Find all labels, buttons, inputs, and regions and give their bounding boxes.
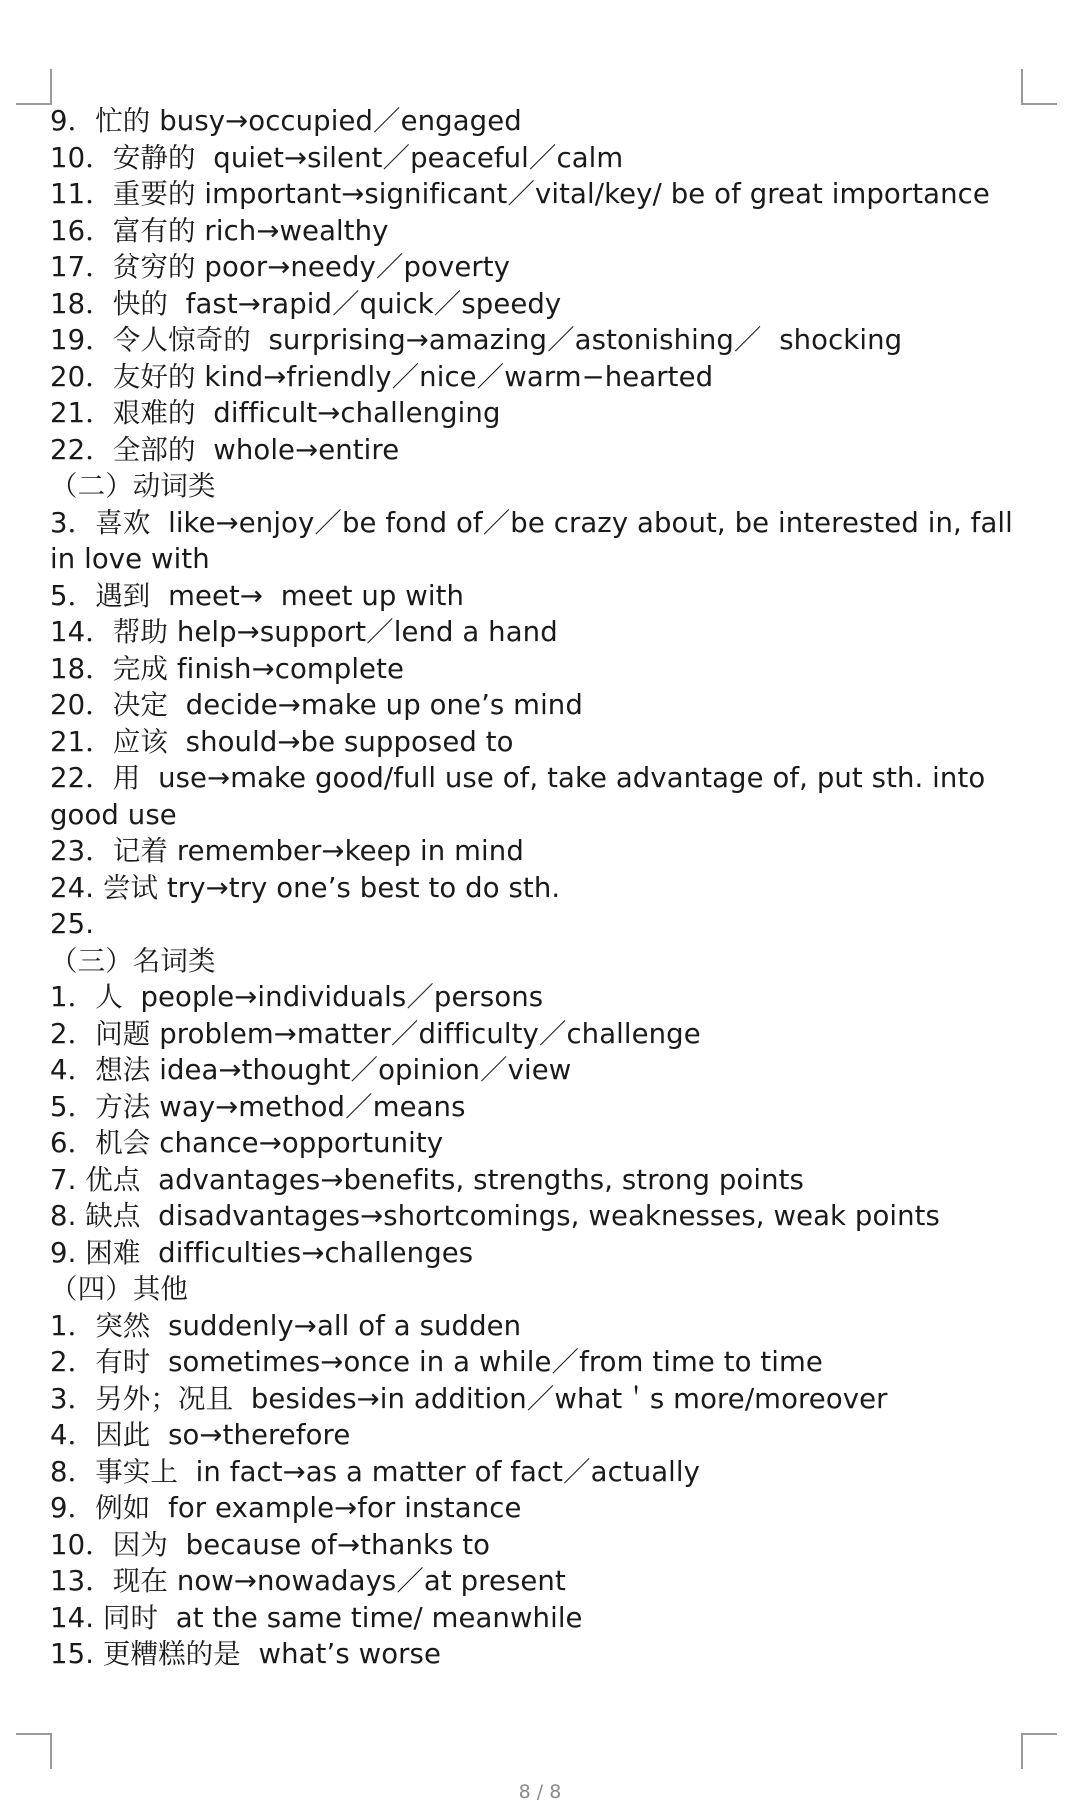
list-item: 21．艰难的 difficult→challenging (50, 397, 501, 429)
list-item: 4．因此 so→therefore (50, 1419, 351, 1451)
list-item: 2．问题 problem→matter／difficulty／challenge (50, 1017, 701, 1050)
list-item: 9．忙的 busy→occupied／engaged (50, 105, 522, 137)
list-item: 15. 更糟糕的是 what’s worse (50, 1638, 441, 1670)
list-item: 23．记着 remember→keep in mind (50, 835, 524, 867)
section-heading: （二）动词类 (50, 470, 216, 502)
list-item: 25. (50, 908, 95, 940)
list-item: 5．方法 way→method／means (50, 1090, 466, 1123)
list-item: 22．用 use→make good/full use of, take advantage of, put sth. into good use (50, 762, 995, 831)
list-item: 1．人 people→individuals／persons (50, 981, 544, 1013)
crop-mark-top-left (16, 69, 52, 105)
list-item: 4．想法 idea→thought／opinion／view (50, 1054, 572, 1086)
list-item: 16．富有的 rich→wealthy (50, 214, 389, 247)
list-item: 6．机会 chance→opportunity (50, 1127, 444, 1159)
list-item: 13．现在 now→nowadays／at present (50, 1565, 566, 1597)
list-item: 2．有时 sometimes→once in a while／from time to time (50, 1346, 823, 1378)
list-item: 22．全部的 whole→entire (50, 433, 400, 466)
list-item: 3．喜欢 like→enjoy／be fond of／be crazy about, be interested in, fall in love with (50, 506, 1022, 575)
list-item: 3．另外；况且 besides→in addition／what＇s more/moreover (50, 1382, 888, 1415)
section-heading: （四）其他 (50, 1273, 188, 1305)
list-item: 21．应该 should→be supposed to (50, 725, 514, 758)
list-item: 7. 优点 advantages→benefits, strengths, strong points (50, 1163, 804, 1196)
page-number: 8 / 8 (518, 1781, 562, 1803)
list-item: 18．完成 finish→complete (50, 652, 404, 685)
list-item: 20．友好的 kind→friendly／nice／warm−hearted (50, 360, 714, 393)
crop-mark-bottom-right (1021, 1733, 1057, 1769)
section-heading: （三）名词类 (50, 944, 216, 977)
list-item: 14. 同时 at the same time/ meanwhile (50, 1601, 583, 1634)
list-item: 9．例如 for example→for instance (50, 1492, 522, 1524)
list-item: 19．令人惊奇的 surprising→amazing／astonishing／ shocking (50, 324, 903, 356)
list-item: 10．因为 because of→thanks to (50, 1528, 491, 1561)
list-item: 17．贫穷的 poor→needy／poverty (50, 251, 511, 283)
list-item: 8．事实上 in fact→as a matter of fact／actually (50, 1455, 701, 1488)
list-item: 1．突然 suddenly→all of a sudden (50, 1309, 522, 1342)
list-item: 20．决定 decide→make up one’s mind (50, 689, 583, 721)
crop-mark-top-right (1021, 69, 1057, 105)
list-item: 9. 困难 difficulties→challenges (50, 1236, 474, 1269)
list-item: 10．安静的 quiet→silent／peaceful／calm (50, 141, 624, 174)
list-item: 5．遇到 meet→ meet up with (50, 579, 465, 612)
list-item: 14．帮助 help→support／lend a hand (50, 616, 558, 648)
list-item: 24. 尝试 try→try one’s best to do sth. (50, 871, 561, 904)
list-item: 8. 缺点 disadvantages→shortcomings, weaknesses, weak points (50, 1200, 940, 1232)
crop-mark-bottom-left (16, 1733, 52, 1769)
list-item: 11．重要的 important→significant／vital/key/ be of great importance (50, 178, 990, 210)
list-item: 18．快的 fast→rapid／quick／speedy (50, 287, 562, 320)
vocabulary-list (50, 103, 1035, 1673)
